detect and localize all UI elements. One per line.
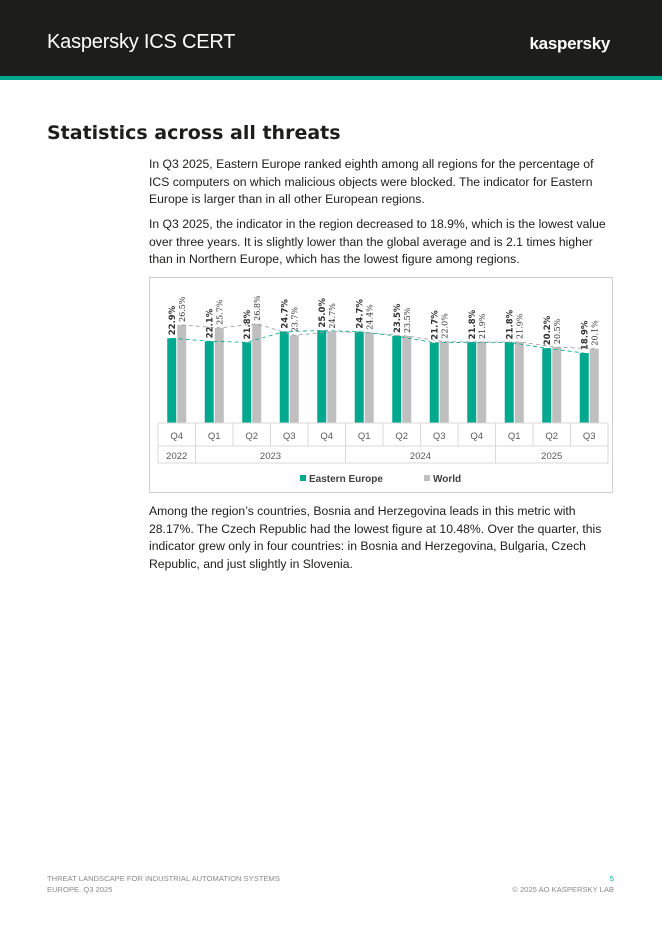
legend-swatch-eastern-europe — [300, 475, 306, 481]
bar-eastern-europe — [467, 342, 476, 423]
bar-eastern-europe — [317, 331, 326, 424]
bar-eastern-europe — [542, 348, 551, 423]
x-tick-label-year: 2022 — [166, 451, 188, 462]
x-tick-label-year: 2024 — [409, 451, 432, 462]
footer-line-2: EUROPE. Q3 2025 — [47, 885, 113, 894]
copyright: © 2025 AO KASPERSKY LAB — [512, 885, 614, 894]
x-tick-label-quarter: Q1 — [207, 431, 221, 442]
footer-line-1: THREAT LANDSCAPE FOR INDUSTRIAL AUTOMATION SYSTEMS — [47, 874, 280, 883]
data-label-world: 20.5% — [552, 318, 562, 345]
data-label-eastern-europe: 24.7% — [355, 299, 366, 329]
bar-world — [402, 336, 411, 423]
bar-world — [365, 333, 374, 423]
page-header — [0, 0, 662, 76]
bar-world — [552, 347, 561, 423]
x-tick-label-year: 2023 — [259, 451, 282, 462]
data-label-eastern-europe: 21.8% — [242, 309, 253, 340]
data-label-world: 24.7% — [327, 303, 337, 329]
data-label-eastern-europe: 23.5% — [392, 303, 403, 334]
bar-eastern-europe — [505, 342, 514, 423]
bar-world — [327, 332, 336, 423]
bar-world — [290, 335, 299, 423]
data-label-eastern-europe: 18.9% — [580, 320, 591, 351]
data-label-eastern-europe: 25.0% — [317, 298, 328, 328]
bar-world — [515, 342, 524, 423]
data-label-eastern-europe: 22.9% — [167, 305, 178, 336]
x-tick-label-quarter: Q3 — [282, 431, 296, 442]
legend-label-eastern-europe: Eastern Europe — [309, 474, 383, 485]
bar-eastern-europe — [580, 353, 589, 423]
data-label-world: 24.4% — [365, 304, 375, 330]
bar-world — [177, 325, 186, 423]
x-tick-label-quarter: Q2 — [545, 431, 559, 442]
data-label-world: 20.1% — [590, 320, 600, 346]
x-tick-label-quarter: Q3 — [582, 431, 596, 442]
x-tick-label-quarter: Q1 — [507, 431, 521, 442]
data-label-world: 21.9% — [515, 313, 525, 339]
data-label-eastern-europe: 21.7% — [430, 310, 441, 340]
x-tick-label-quarter: Q2 — [245, 431, 259, 442]
bar-world — [477, 342, 486, 423]
page-number: 5 — [609, 874, 614, 883]
paragraph-q3-indicator: In Q3 2025, the indicator in the region decreased to 18.9%, which is the lowest value over three years. It is slightly lower than the global average and is 2.1 times higher than in Northern Europe, which has the lowest figure among regions. — [149, 217, 606, 266]
x-tick-label-quarter: Q4 — [170, 431, 184, 442]
section-title: Statistics across all threats — [47, 122, 341, 144]
bar-eastern-europe — [355, 332, 364, 423]
data-label-world: 23.5% — [402, 307, 412, 334]
x-tick-label-quarter: Q3 — [432, 431, 446, 442]
x-tick-label-quarter: Q2 — [395, 431, 409, 442]
data-label-eastern-europe: 24.7% — [280, 299, 291, 329]
footer-right — [512, 873, 614, 895]
legend-swatch-world — [424, 475, 430, 481]
data-label-world: 25.7% — [215, 299, 225, 325]
paragraph-intro: In Q3 2025, Eastern Europe ranked eighth among all regions for the percentage of ICS computers on which malicious objects were blocked. The indicator for Eastern Europe is larger than in all other European regions. — [149, 157, 594, 206]
paragraph-countries: Among the region’s countries, Bosnia and Herzegovina leads in this metric with 28.17%. The Czech Republic had the lowest figure at 10.48%. Over the quarter, this indicator grew only in four countries: in Bosnia and Herzegovina, Bulgaria, Czech Republic, and just slightly in Slovenia. — [149, 504, 602, 571]
chart-canvas — [150, 278, 614, 494]
x-tick-label-year: 2025 — [541, 451, 563, 462]
bar-eastern-europe — [242, 342, 251, 423]
kaspersky-logo: kaspersky — [529, 34, 610, 53]
x-tick-label-quarter: Q4 — [320, 431, 334, 442]
data-label-eastern-europe: 21.8% — [505, 309, 516, 340]
bar-eastern-europe — [205, 341, 214, 423]
legend-label-world: World — [433, 474, 462, 485]
bar-eastern-europe — [392, 336, 401, 423]
data-label-eastern-europe: 21.8% — [467, 309, 478, 340]
data-label-world: 23.7% — [290, 306, 300, 333]
data-label-world: 21.9% — [477, 313, 487, 339]
header-accent-stripe — [0, 76, 662, 80]
bar-world — [215, 328, 224, 423]
data-label-eastern-europe: 20.2% — [542, 315, 553, 346]
bar-eastern-europe — [167, 338, 176, 423]
data-label-world: 26.5% — [177, 296, 187, 322]
data-label-world: 22.0% — [440, 313, 450, 339]
header-title: Kaspersky ICS CERT — [47, 31, 236, 53]
data-label-eastern-europe: 22.1% — [205, 308, 216, 339]
bar-eastern-europe — [280, 332, 289, 423]
bar-chart — [149, 277, 613, 493]
bar-world — [590, 349, 599, 423]
bar-world — [440, 342, 449, 423]
data-label-world: 26.8% — [252, 295, 262, 321]
bar-world — [252, 324, 261, 423]
footer-report-title — [47, 873, 280, 895]
x-tick-label-quarter: Q1 — [357, 431, 371, 442]
bar-eastern-europe — [430, 343, 439, 423]
x-tick-label-quarter: Q4 — [470, 431, 484, 442]
